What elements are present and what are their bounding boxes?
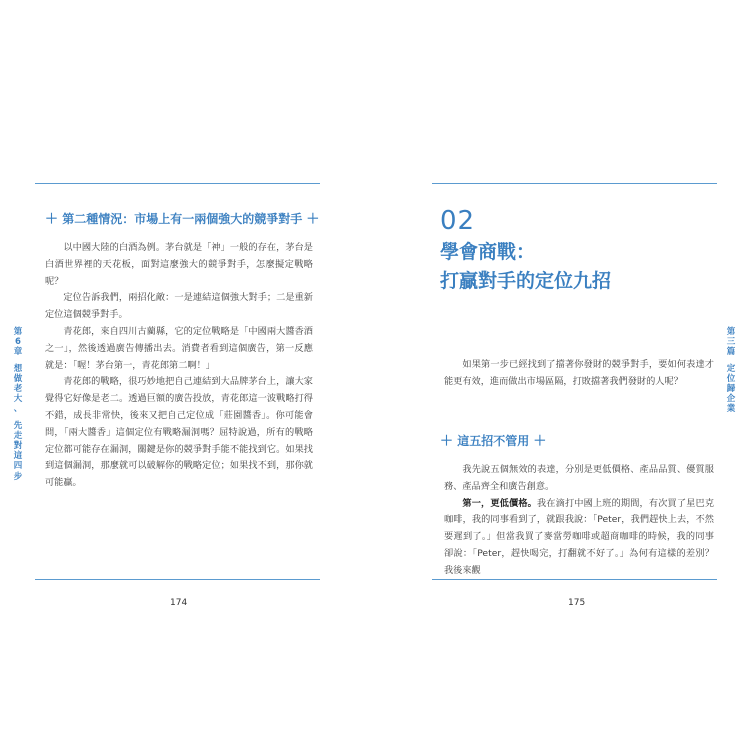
side-tab-char: 做 bbox=[13, 373, 23, 384]
side-tab-char: 位 bbox=[726, 373, 736, 384]
side-tab-char: 定 bbox=[726, 363, 736, 374]
side-tab-char: 章 bbox=[13, 347, 23, 358]
paragraph-rest: 我在滴打中國上班的期間，有次買了星巴克咖啡，我的同事看到了，就跟我說：「Peter，我們趕快上去，不然要遲到了。」但當我買了麥當勞咖啡或超商咖啡的時候，我的同事卻說：「Peter，趕快喝完，打翻就不好了。」為何有這樣的差別？我後來觀 bbox=[444, 497, 715, 576]
left-section-heading bbox=[45, 208, 319, 227]
paragraph: 青花郎，來自四川古藺縣，它的定位戰略是「中國兩大醬香酒之一」，然後透過廣告傳播出去。消費者看到這個廣告，第一反應就是：「喔！茅台第一，青花郎第二啊！」 bbox=[45, 325, 313, 371]
side-tab-char: 、 bbox=[13, 404, 23, 415]
side-tab-char: 三 bbox=[726, 337, 736, 348]
plus-icon: ＋ bbox=[440, 434, 454, 449]
left-section-heading-text: 第二種情況：市場上有一兩個強大的競爭對手 bbox=[62, 212, 303, 226]
right-body-text bbox=[444, 462, 714, 580]
paragraph: 如果第一步已經找到了擋著你發財的競爭對手，要如何表達才能更有效，進而做出市場區隔，打敗擋著我們發財的人呢？ bbox=[444, 359, 714, 387]
paragraph: 定位告訴我們，兩招化敵：一是連結這個強大對手；二是重新定位這個競爭對手。 bbox=[45, 292, 313, 321]
plus-icon: ＋ bbox=[533, 434, 547, 449]
plus-icon: ＋ bbox=[45, 212, 59, 227]
chapter-number: 02 bbox=[440, 206, 476, 236]
side-tab-char: 6 bbox=[15, 337, 21, 348]
side-tab-char: 想 bbox=[13, 363, 23, 374]
side-tab-char: 第 bbox=[13, 327, 23, 337]
side-tab-char: 這 bbox=[13, 451, 23, 462]
plus-icon: ＋ bbox=[306, 212, 320, 227]
chapter-title-line-2: 打贏對手的定位九招 bbox=[440, 270, 612, 292]
side-tab-char: 大 bbox=[13, 394, 23, 405]
right-section-heading-text: 這五招不管用 bbox=[457, 434, 530, 448]
bold-lead: 第一，更低價格。 bbox=[462, 497, 537, 509]
left-top-rule bbox=[35, 183, 320, 184]
side-tab-char: 四 bbox=[13, 461, 23, 472]
paragraph bbox=[444, 496, 714, 580]
left-body-text bbox=[45, 240, 313, 492]
paragraph: 我先說五個無效的表達，分別是更低價格、產品品質、優質服務、產品齊全和廣告創意。 bbox=[444, 464, 714, 492]
paragraph: 青花郎的戰略，很巧妙地把自己連結到大品牌茅台上，讓大家覺得它好像是老二。透過巨額的廣告投放，青花郎這一波戰略打得不錯，成長非常快，後來又把自己定位成「莊園醬香」。你可能會問，「兩大醬香」這個定位有戰略漏洞嗎？屈特說過，所有的戰略定位都可能存在漏洞，關鍵是你的競爭對手能不能找到它。如果找到這個漏洞，那麼就可以破解你的戰略定位；如果找不到，那你就可能贏。 bbox=[45, 376, 313, 489]
side-tab-char: 企 bbox=[726, 394, 736, 405]
right-part-side-tab bbox=[724, 327, 738, 415]
side-tab-char: 步 bbox=[13, 471, 23, 482]
right-intro-text bbox=[444, 357, 714, 391]
side-tab-char: 對 bbox=[13, 441, 23, 452]
paragraph: 以中國大陸的白酒為例。茅台就是「神」一般的存在，茅台是白酒世界裡的天花板，面對這麼強大的競爭對手，怎麼擬定戰略呢？ bbox=[45, 242, 313, 287]
side-tab-char: 第 bbox=[726, 327, 736, 337]
side-tab-char: 歸 bbox=[726, 384, 736, 395]
side-tab-char: 先 bbox=[13, 420, 23, 431]
right-page-number: 175 bbox=[568, 598, 586, 608]
left-bottom-rule bbox=[35, 579, 320, 580]
right-section-heading bbox=[440, 430, 546, 449]
chapter-title-line-1: 學會商戰： bbox=[440, 241, 536, 263]
right-top-rule bbox=[432, 183, 717, 184]
side-tab-char: 篇 bbox=[726, 347, 736, 358]
side-tab-char: 老 bbox=[13, 384, 23, 395]
side-tab-char: 走 bbox=[13, 430, 23, 441]
left-page-number: 174 bbox=[170, 598, 188, 608]
left-chapter-side-tab bbox=[11, 327, 25, 482]
side-tab-char: 業 bbox=[726, 404, 736, 415]
